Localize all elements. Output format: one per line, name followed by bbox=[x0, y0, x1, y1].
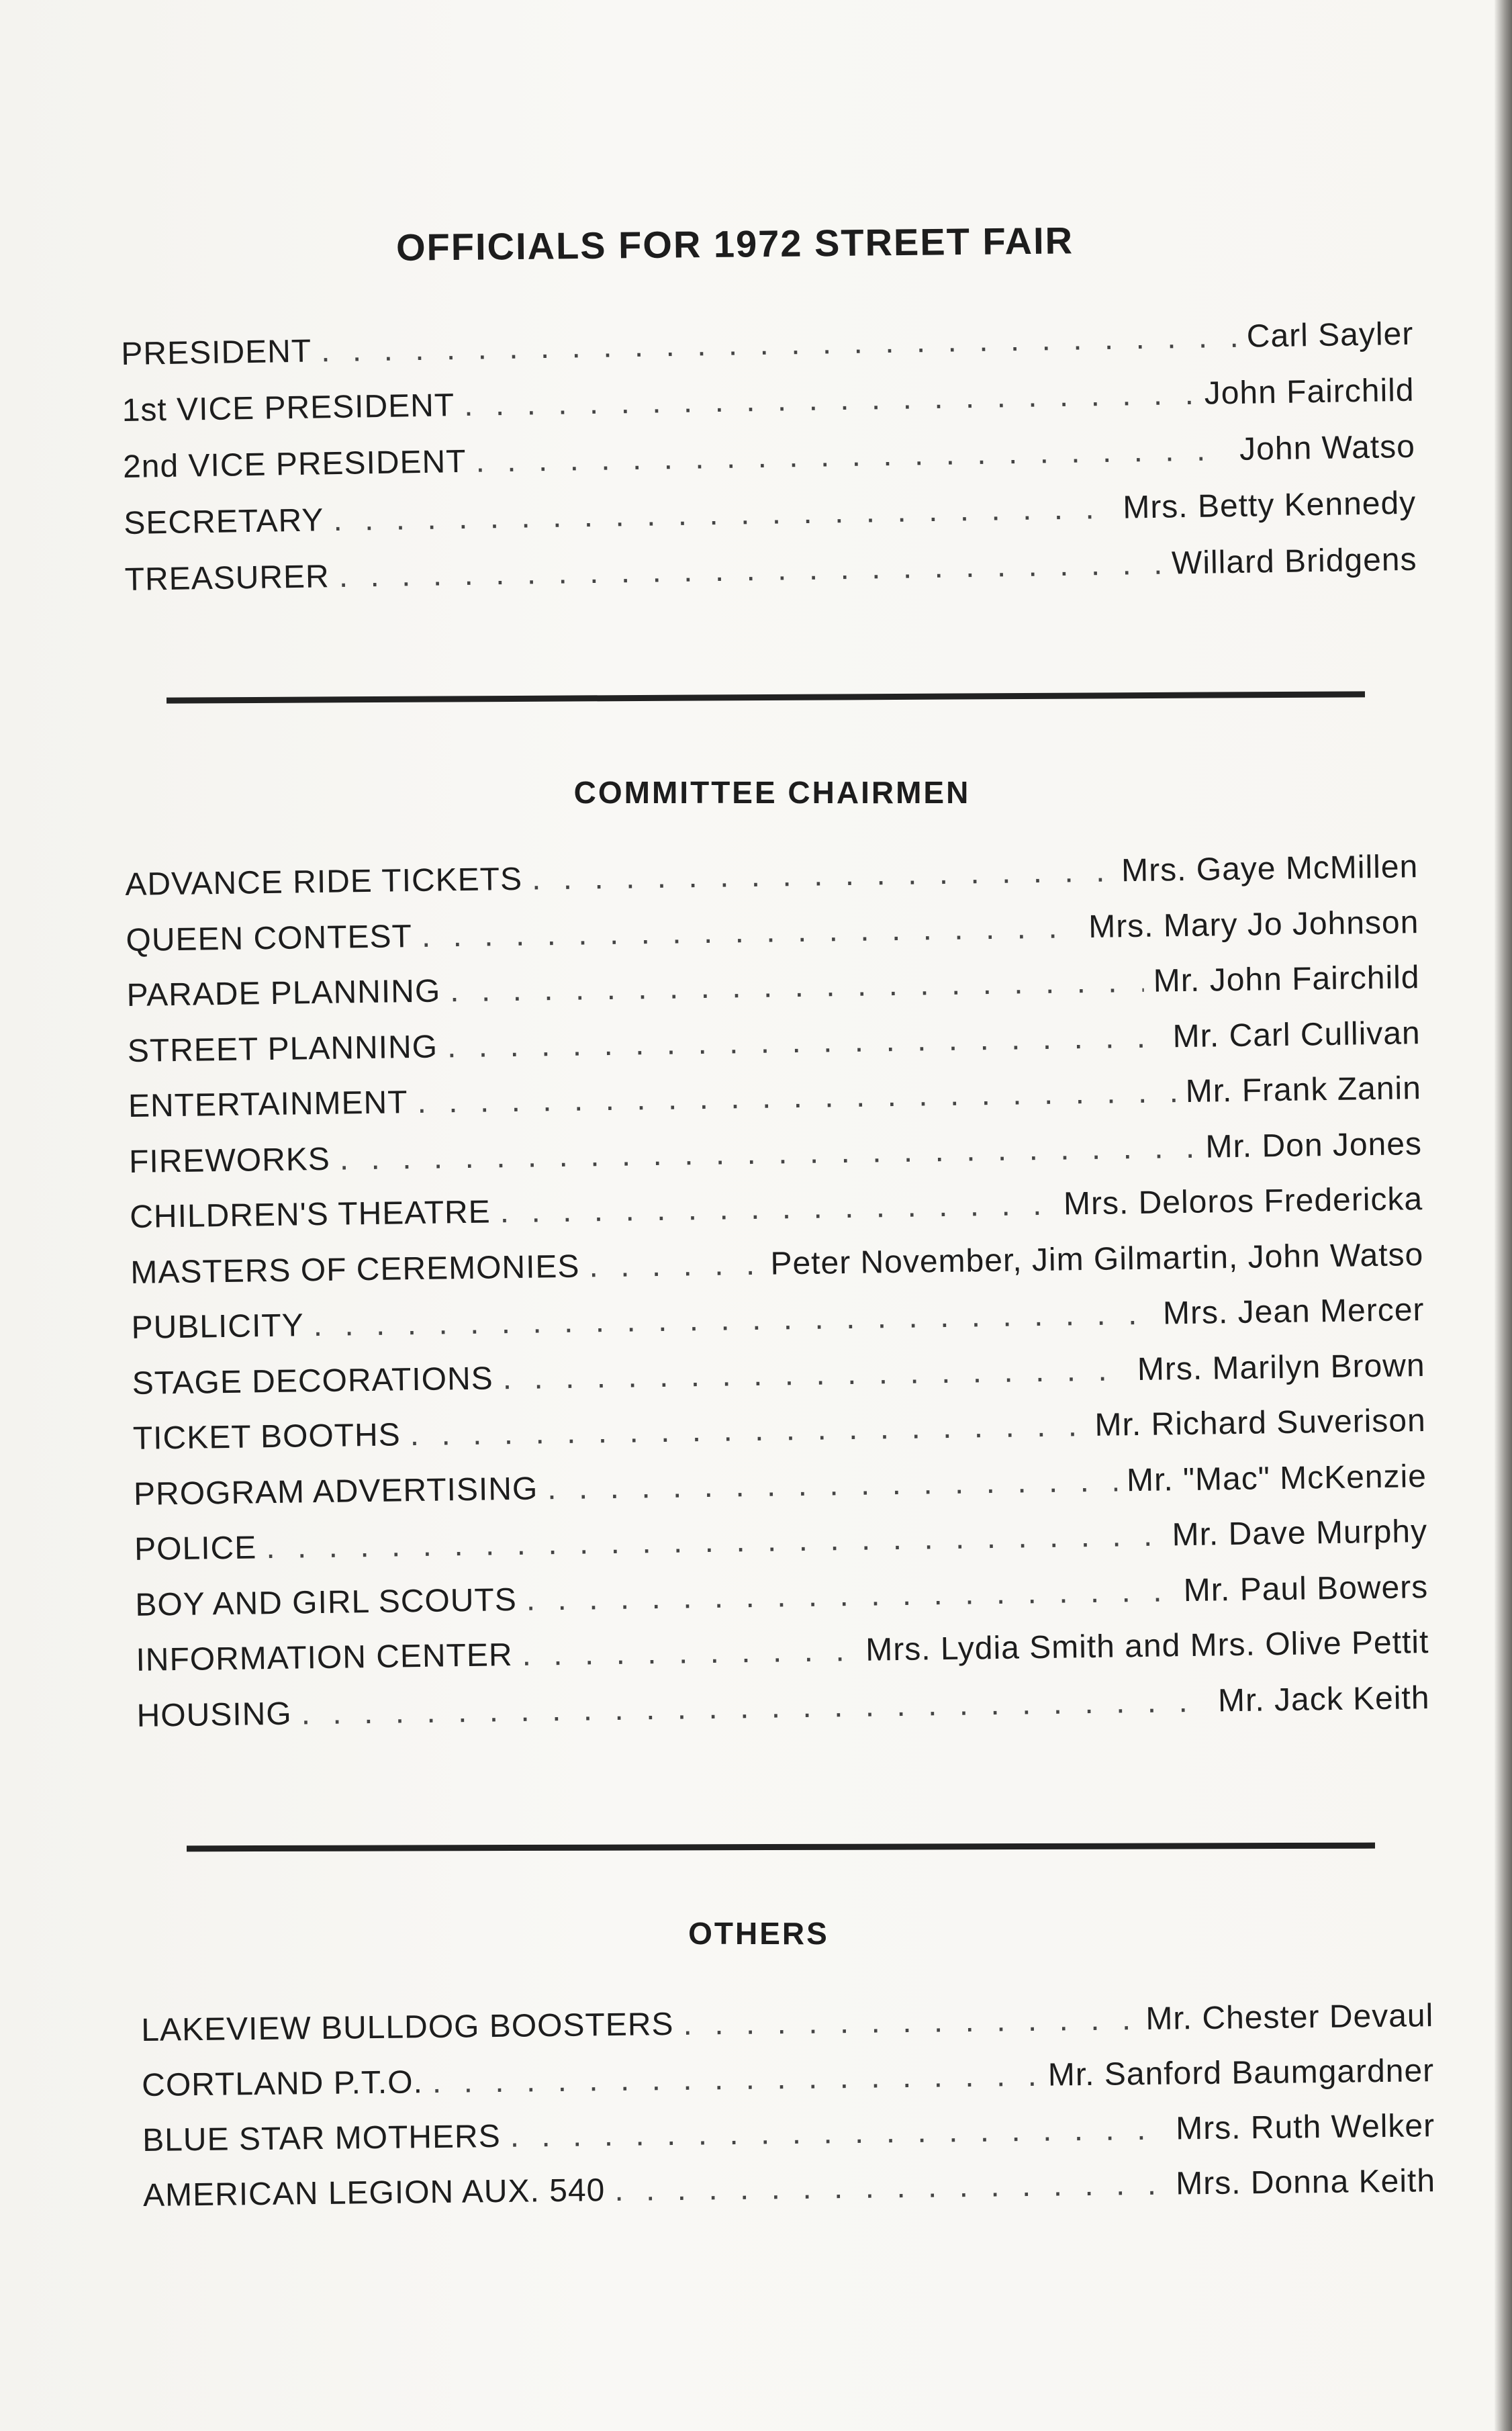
chairman-name: Mr. John Fairchild bbox=[1153, 960, 1420, 999]
chairman-name: Mrs. Gaye McMillen bbox=[1121, 849, 1419, 889]
official-name: Willard Bridgens bbox=[1171, 541, 1417, 582]
chairman-name: Mrs. Marilyn Brown bbox=[1137, 1347, 1425, 1387]
chairman-name: Mr. "Mac" McKenzie bbox=[1126, 1458, 1427, 1498]
official-name: John Watso bbox=[1239, 428, 1416, 467]
committee-list bbox=[125, 848, 1430, 1753]
role-label: PUBLICITY bbox=[131, 1308, 305, 1346]
role-label: MASTERS OF CEREMONIES bbox=[130, 1248, 580, 1291]
chairman-name: Mrs. Mary Jo Johnson bbox=[1088, 904, 1419, 945]
dot-leader bbox=[510, 2111, 1166, 2155]
official-name: John Fairchild bbox=[1204, 372, 1415, 412]
dot-leader bbox=[589, 1245, 761, 1285]
chairman-name: Mrs. Jean Mercer bbox=[1162, 1292, 1425, 1332]
role-label: FIREWORKS bbox=[128, 1141, 331, 1180]
role-label: HOUSING bbox=[136, 1696, 293, 1734]
chairman-name: Mr. Paul Bowers bbox=[1183, 1569, 1429, 1608]
group-label: CORTLAND P.T.O. bbox=[141, 2064, 424, 2103]
role-label: PARADE PLANNING bbox=[126, 973, 441, 1013]
others-list bbox=[141, 1997, 1436, 2232]
dot-leader bbox=[614, 2166, 1167, 2209]
group-label: BLUE STAR MOTHERS bbox=[142, 2118, 501, 2158]
role-label: 2nd VICE PRESIDENT bbox=[122, 443, 467, 485]
chairman-name: Mrs. Deloros Fredericka bbox=[1063, 1181, 1423, 1222]
role-label: STAGE DECORATIONS bbox=[132, 1360, 494, 1402]
role-label: CHILDREN'S THEATRE bbox=[129, 1194, 491, 1235]
official-name: Mrs. Betty Kennedy bbox=[1122, 485, 1417, 526]
section-divider bbox=[187, 1843, 1375, 1852]
role-label: ADVANCE RIDE TICKETS bbox=[125, 861, 523, 903]
contact-name: Mrs. Donna Keith bbox=[1175, 2163, 1436, 2202]
committee-heading: COMMITTEE CHAIRMEN bbox=[573, 775, 971, 810]
chairman-name: Mr. Carl Cullivan bbox=[1172, 1015, 1421, 1054]
contact-name: Mrs. Ruth Welker bbox=[1175, 2108, 1435, 2147]
chairman-name: Mr. Frank Zanin bbox=[1185, 1070, 1422, 1109]
role-label: TREASURER bbox=[124, 559, 330, 598]
chairman-name: Mrs. Lydia Smith and Mrs. Olive Pettit bbox=[865, 1624, 1429, 1668]
others-heading: OTHERS bbox=[688, 1916, 829, 1951]
group-label: AMERICAN LEGION AUX. 540 bbox=[142, 2172, 606, 2213]
chairman-name: Mr. Richard Suverison bbox=[1094, 1403, 1427, 1443]
role-label: INFORMATION CENTER bbox=[136, 1637, 513, 1678]
role-label: PRESIDENT bbox=[121, 333, 312, 372]
role-label: PROGRAM ADVERTISING bbox=[133, 1471, 538, 1512]
page-title: OFFICIALS FOR 1972 STREET FAIR bbox=[395, 219, 1074, 269]
dot-leader bbox=[432, 2057, 1039, 2101]
official-name: Carl Sayler bbox=[1246, 316, 1414, 355]
role-label: STREET PLANNING bbox=[127, 1029, 438, 1069]
dot-leader bbox=[321, 318, 1238, 369]
chairman-name: Mr. Don Jones bbox=[1205, 1126, 1423, 1165]
chairman-name: Mr. Dave Murphy bbox=[1172, 1514, 1428, 1553]
role-label: SECRETARY bbox=[123, 502, 324, 541]
contact-name: Mr. Sanford Baumgardner bbox=[1047, 2053, 1435, 2093]
role-label: 1st VICE PRESIDENT bbox=[122, 387, 455, 428]
dot-leader bbox=[532, 852, 1113, 897]
chairman-name: Mr. Jack Keith bbox=[1217, 1680, 1430, 1718]
group-label: LAKEVIEW BULLDOG BOOSTERS bbox=[141, 2007, 674, 2048]
dot-leader bbox=[547, 1462, 1118, 1507]
section-divider bbox=[167, 691, 1365, 703]
dot-leader bbox=[522, 1632, 857, 1673]
role-label: POLICE bbox=[134, 1530, 257, 1567]
role-label: TICKET BOOTHS bbox=[132, 1417, 401, 1457]
dot-leader bbox=[502, 1351, 1128, 1397]
dot-leader bbox=[683, 2001, 1137, 2043]
role-label: QUEEN CONTEST bbox=[126, 918, 413, 958]
dot-leader bbox=[500, 1186, 1054, 1231]
contact-name: Mr. Chester Devaul bbox=[1145, 1998, 1434, 2037]
role-label: ENTERTAINMENT bbox=[128, 1085, 408, 1124]
chairman-name: Peter November, Jim Gilmartin, John Watso bbox=[770, 1236, 1424, 1282]
page-edge-shadow bbox=[1495, 0, 1512, 2431]
officials-list bbox=[121, 316, 1417, 618]
role-label: BOY AND GIRL SCOUTS bbox=[134, 1581, 518, 1623]
